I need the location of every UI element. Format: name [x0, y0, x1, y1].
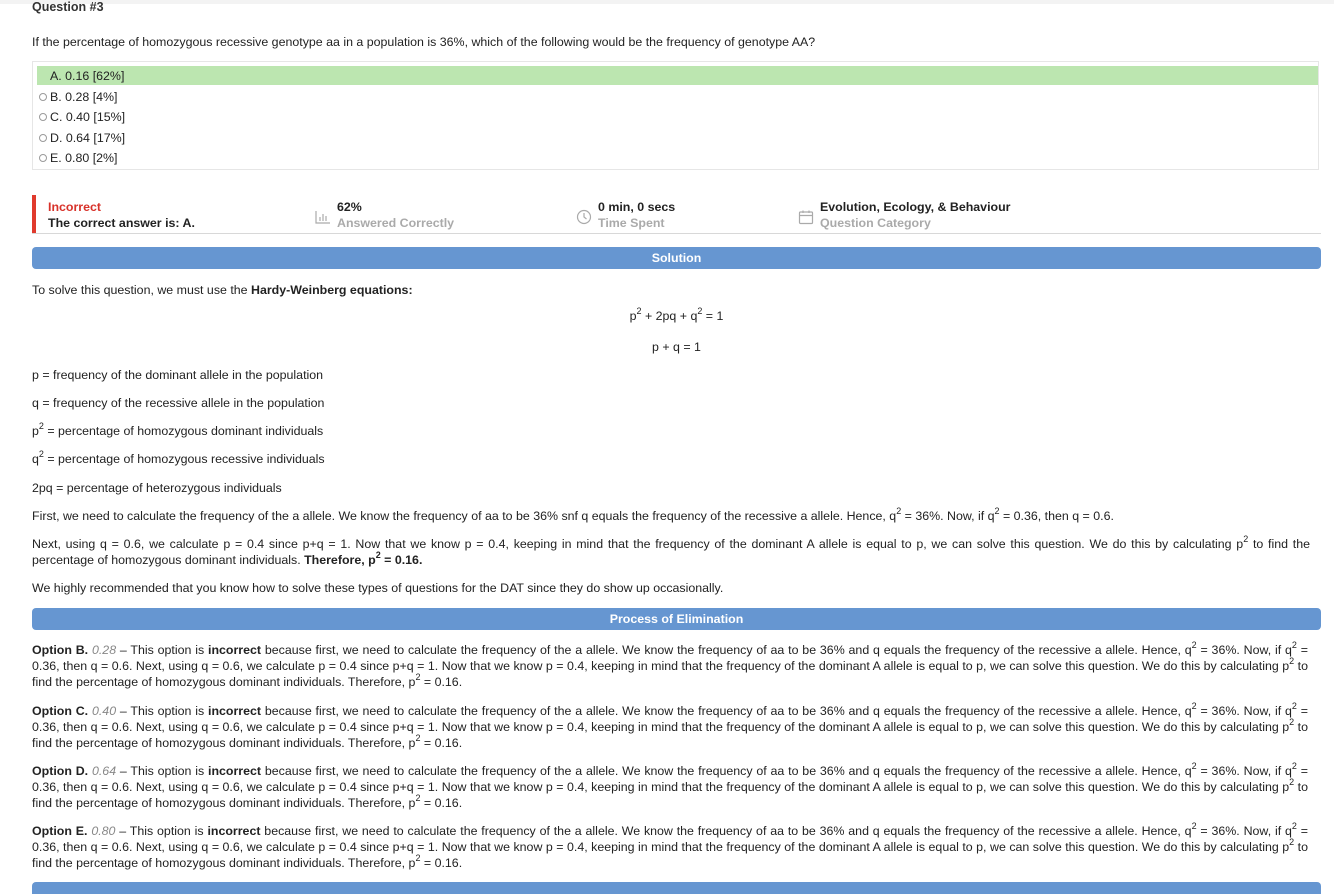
opt-text: – This option is — [116, 764, 209, 778]
incorrect-word: incorrect — [207, 824, 261, 838]
choice-a[interactable] — [37, 66, 1318, 85]
opt-sup: 2 — [1289, 655, 1295, 666]
def-base: q — [32, 452, 39, 466]
opt-text: = 0.16. — [420, 736, 463, 750]
percent-stat — [337, 199, 454, 231]
opt-text: – This option is — [115, 824, 208, 838]
solution-heading: Solution — [32, 247, 1321, 269]
option-value: 0.28 — [91, 643, 117, 657]
step-bold: = 0.16. — [380, 553, 423, 567]
solution-step-1 — [32, 505, 1321, 524]
opt-text: = 36%. Now, if q — [1196, 704, 1292, 718]
step-sup: 2 — [375, 549, 381, 560]
choice-label: A. 0.16 [62%] — [50, 68, 125, 83]
def-p2 — [32, 420, 1321, 439]
choice-b[interactable] — [37, 87, 1318, 106]
radio-icon[interactable] — [39, 72, 47, 80]
step-text: = 0.36, then q = 0.6. — [999, 509, 1114, 523]
percent-label: Answered Correctly — [337, 216, 455, 230]
elimination-heading: Process of Elimination — [32, 608, 1321, 630]
option-label: Option C. — [32, 704, 89, 718]
question-text: If the percentage of homozygous recessive genotype aa in a population is 36%, which of the following would be the frequency of genotype AA? — [32, 35, 816, 49]
choice-c[interactable] — [37, 107, 1318, 126]
eq1-sup: 2 — [697, 305, 703, 316]
eq1-sup: 2 — [636, 305, 642, 316]
option-c-explanation — [32, 700, 1309, 751]
eq1-part: + 2pq + q — [641, 309, 698, 323]
step-sup: 2 — [994, 505, 1000, 516]
radio-icon[interactable] — [39, 93, 47, 101]
opt-sup: 2 — [1289, 716, 1295, 727]
def-rest: = percentage of homozygous dominant individuals — [43, 424, 324, 438]
opt-text: = 0.36, then q = 0.6. Next, using q = 0.6, we calculate p = 0.4 since p+q = 1. Now that we know p = 0.4, keeping in mind that the frequency of the dominant A allele is equal to p, we can solve this question. We do this by calculating p — [32, 764, 1309, 794]
eq1-part: = 1 — [702, 309, 724, 323]
def-q: q = frequency of the recessive allele in the population — [32, 396, 325, 410]
status-divider — [32, 233, 1321, 234]
correct-answer-text: The correct answer is: A. — [48, 216, 195, 230]
opt-text: – This option is — [116, 643, 209, 657]
def-base: p — [32, 424, 39, 438]
step-bold: Therefore, p — [304, 553, 376, 567]
opt-sup: 2 — [1191, 700, 1197, 711]
choice-e[interactable] — [37, 148, 1318, 167]
category-label: Question Category — [820, 216, 931, 230]
opt-sup: 2 — [415, 732, 421, 743]
equation-1 — [32, 305, 1321, 324]
option-value: 0.64 — [91, 764, 117, 778]
opt-sup: 2 — [1291, 700, 1297, 711]
step-sup: 2 — [896, 505, 902, 516]
step-sup: 2 — [1243, 533, 1249, 544]
intro-text: To solve this question, we must use the — [32, 283, 252, 297]
opt-text: to find the percentage of homozygous dominant individuals. Therefore, p — [32, 659, 1308, 689]
def-2pq: 2pq = percentage of heterozygous individuals — [32, 481, 282, 495]
step-text: First, we need to calculate the frequency of the a allele. We know the frequency of aa to be 36% snf q equals the frequency of the recessive a allele. Hence, q — [32, 509, 897, 523]
step-text: Next, using q = 0.6, we calculate p = 0.4 since p+q = 1. Now that we know p = 0.4, keeping in mind that the frequency of the dominant A allele is equal to p, we can solve this question. We do this by calculating p — [32, 537, 1244, 551]
equation-2: p + q = 1 — [652, 340, 701, 354]
def-q2 — [32, 448, 1321, 467]
radio-icon[interactable] — [39, 154, 47, 162]
answer-choices — [32, 61, 1319, 170]
opt-text: to find the percentage of homozygous dominant individuals. Therefore, p — [32, 720, 1308, 750]
question-title: Question #3 — [32, 0, 104, 14]
opt-text: = 36%. Now, if q — [1196, 643, 1292, 657]
opt-text: = 36%. Now, if q — [1196, 764, 1292, 778]
percent-value: 62% — [337, 200, 362, 214]
opt-text: = 0.16. — [420, 856, 463, 870]
opt-sup: 2 — [415, 852, 421, 863]
time-label: Time Spent — [598, 216, 665, 230]
opt-sup: 2 — [1289, 836, 1295, 847]
option-value: 0.40 — [91, 704, 117, 718]
bar-chart-icon — [315, 209, 331, 225]
next-section-banner — [32, 882, 1321, 894]
opt-sup: 2 — [1191, 820, 1197, 831]
time-stat — [598, 199, 675, 231]
opt-sup: 2 — [1289, 776, 1295, 787]
opt-sup: 2 — [1191, 760, 1197, 771]
choice-label: B. 0.28 [4%] — [50, 89, 118, 104]
time-value: 0 min, 0 secs — [598, 200, 676, 214]
option-label: Option B. — [32, 643, 89, 657]
eq1-part: p — [629, 309, 637, 323]
step-conclusion — [304, 549, 423, 567]
result-text: Incorrect — [48, 200, 102, 214]
step-text: = 36%. Now, if q — [901, 509, 995, 523]
opt-text: because first, we need to calculate the frequency of the a allele. We know the frequency of aa to be 36% and q equals the frequency of the recessive a allele. Hence, q — [261, 704, 1192, 718]
opt-text: = 36%. Now, if q — [1196, 824, 1292, 838]
solution-step-2 — [32, 533, 1310, 568]
clock-icon — [576, 209, 592, 225]
def-sup: 2 — [38, 448, 44, 459]
option-value: 0.80 — [91, 824, 116, 838]
result-indicator — [32, 195, 36, 234]
option-b-explanation — [32, 639, 1309, 690]
choice-d[interactable] — [37, 128, 1318, 147]
choice-label: E. 0.80 [2%] — [50, 150, 118, 165]
opt-text: to find the percentage of homozygous dominant individuals. Therefore, p — [32, 840, 1308, 870]
calendar-icon — [798, 209, 814, 225]
option-e-explanation — [32, 820, 1309, 871]
opt-text: because first, we need to calculate the frequency of the a allele. We know the frequency of aa to be 36% and q equals the frequency of the recessive a allele. Hence, q — [261, 764, 1192, 778]
option-d-explanation — [32, 760, 1309, 811]
top-shade — [0, 0, 1334, 4]
category-stat — [820, 199, 1010, 231]
incorrect-word: incorrect — [208, 704, 262, 718]
opt-text: = 0.16. — [420, 675, 463, 689]
def-sup: 2 — [38, 420, 44, 431]
opt-text: – This option is — [116, 704, 209, 718]
opt-text: because first, we need to calculate the frequency of the a allele. We know the frequency of aa to be 36% and q equals the frequency of the recessive a allele. Hence, q — [261, 643, 1192, 657]
opt-sup: 2 — [415, 671, 421, 682]
opt-text: = 0.36, then q = 0.6. Next, using q = 0.6, we calculate p = 0.4 since p+q = 1. Now that we know p = 0.4, keeping in mind that the frequency of the dominant A allele is equal to p, we can solve this question. We do this by calculating p — [32, 643, 1309, 673]
step-text: to find the percentage of homozygous dominant individuals. — [32, 537, 1310, 567]
intro-bold: Hardy-Weinberg equations: — [251, 283, 413, 297]
choice-label: D. 0.64 [17%] — [50, 130, 126, 145]
result-status-bar — [32, 195, 1321, 234]
opt-text: to find the percentage of homozygous dominant individuals. Therefore, p — [32, 780, 1308, 810]
opt-text: = 0.36, then q = 0.6. Next, using q = 0.6, we calculate p = 0.4 since p+q = 1. Now that we know p = 0.4, keeping in mind that the frequency of the dominant A allele is equal to p, we can solve this question. We do this by calculating p — [32, 704, 1309, 734]
opt-text: = 0.36, then q = 0.6. Next, using q = 0.6, we calculate p = 0.4 since p+q = 1. Now that we know p = 0.4, keeping in mind that the frequency of the dominant A allele is equal to p, we can solve this question. We do this by calculating p — [32, 824, 1309, 854]
option-label: Option D. — [32, 764, 89, 778]
incorrect-word: incorrect — [208, 643, 262, 657]
incorrect-word: incorrect — [208, 764, 262, 778]
result-stat — [48, 199, 195, 231]
opt-text: because first, we need to calculate the frequency of the a allele. We know the frequency of aa to be 36% and q equals the frequency of the recessive a allele. Hence, q — [260, 824, 1192, 838]
recommendation-text: We highly recommended that you know how to solve these types of questions for the DAT since they do show up occasionally. — [32, 581, 724, 595]
def-rest: = percentage of homozygous recessive individuals — [43, 452, 325, 466]
choice-label: C. 0.40 [15%] — [50, 109, 126, 124]
opt-sup: 2 — [415, 792, 421, 803]
opt-sup: 2 — [1191, 639, 1197, 650]
opt-sup: 2 — [1291, 639, 1297, 650]
def-p: p = frequency of the dominant allele in the population — [32, 368, 324, 382]
option-label: Option E. — [32, 824, 88, 838]
radio-icon[interactable] — [39, 134, 47, 142]
category-value: Evolution, Ecology, & Behaviour — [820, 200, 1011, 214]
opt-sup: 2 — [1291, 760, 1297, 771]
solution-intro — [32, 282, 1321, 298]
opt-sup: 2 — [1291, 820, 1297, 831]
radio-icon[interactable] — [39, 113, 47, 121]
opt-text: = 0.16. — [420, 796, 463, 810]
